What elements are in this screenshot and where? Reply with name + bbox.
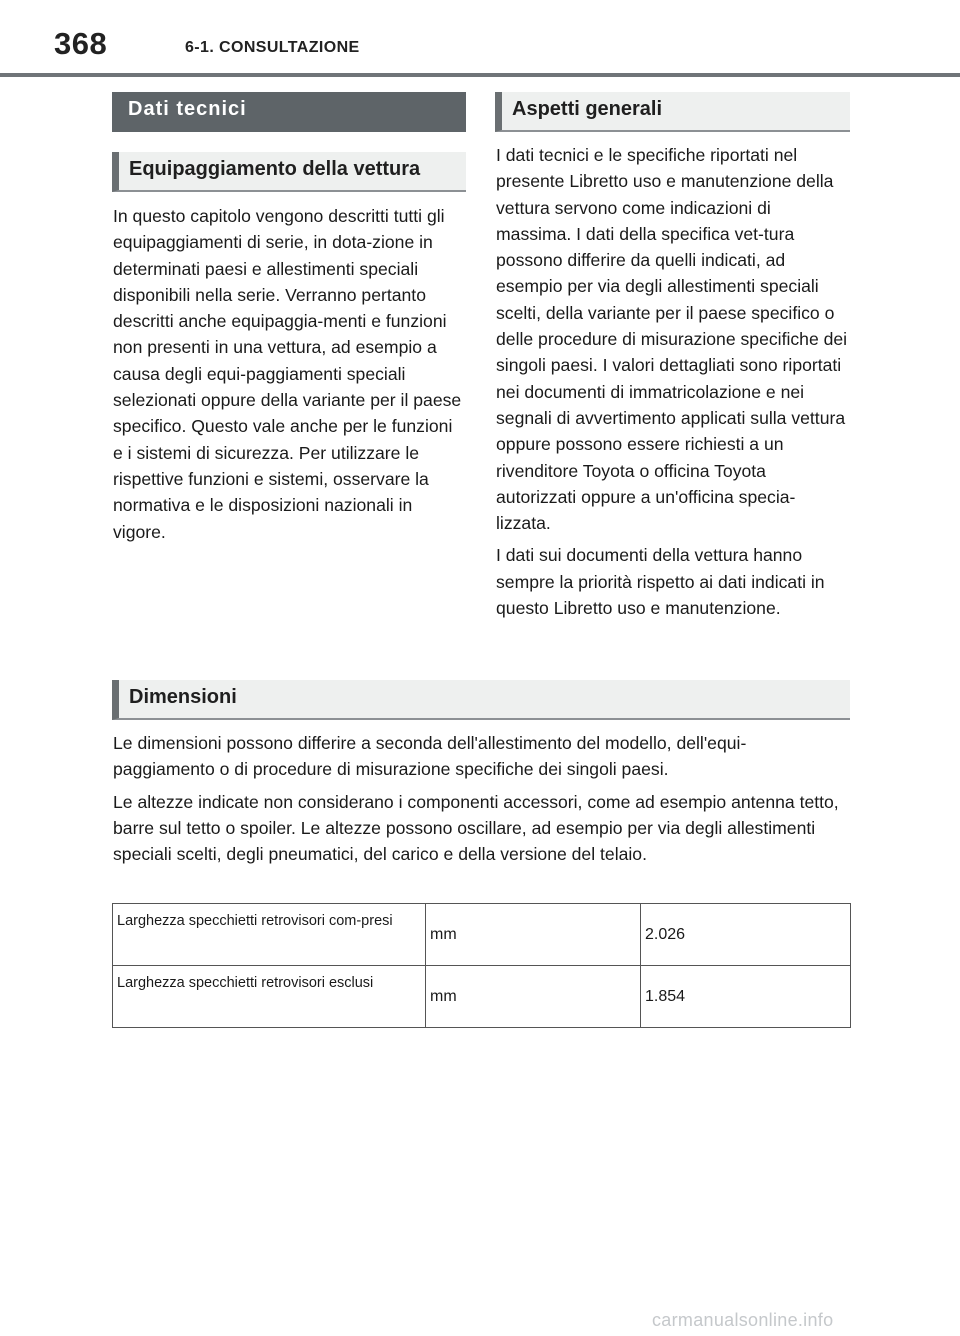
watermark: carmanualsonline.info: [652, 1310, 834, 1330]
section-body-equipaggiamento: [113, 203, 465, 551]
table-cell-label: Larghezza specchietti retrovisori esclusi: [113, 966, 426, 1028]
table-cell-unit: mm: [426, 904, 641, 966]
section-heading-dimensioni: Dimensioni: [112, 680, 850, 720]
chapter-title: 6-1. CONSULTAZIONE: [185, 39, 360, 56]
header-divider: [0, 73, 960, 77]
section-body-aspetti: [496, 142, 848, 627]
table-row: [113, 904, 851, 966]
table-cell-unit: mm: [426, 966, 641, 1028]
dimensions-table: [112, 903, 851, 1028]
table-cell-value: 2.026: [641, 904, 851, 966]
section-heading-equipaggiamento: Equipaggiamento della vettura: [112, 152, 466, 192]
table-cell-label: Larghezza specchietti retrovisori com-presi: [113, 904, 426, 966]
page-number: 368: [54, 26, 108, 61]
section-heading-aspetti: Aspetti generali: [495, 92, 850, 132]
paragraph: I dati sui documenti della vettura hanno sempre la priorità rispetto ai dati indicati in questo Libretto uso e manutenzione.: [496, 545, 825, 619]
paragraph: Le altezze indicate non considerano i componenti accessori, come ad esempio antenna tetto, barre sul tetto o spoiler. Le altezze possono oscillare, ad esempio per via degli allestimenti speciali scelti, degli pneumatici, del carico e della versione del telaio.: [113, 791, 839, 865]
paragraph: I dati tecnici e le specifiche riportati nel presente Libretto uso e manutenzione della vettura servono come indicazioni di massima. I dati della specifica vet-tura possono differire da quelli indicati, ad esempio per via degli allestimenti speciali scelti, della variante per il paese specifico o delle procedure di misurazione specifiche dei singoli paesi. I valori dettagliati sono riportati nei documenti di immatricolazione e nei segnali di avvertimento applicati sulla vettura oppure possono essere richiesti a un rivenditore Toyota o officina Toyota autorizzati oppure a un'officina specia-lizzata.: [496, 145, 848, 534]
section-body-dimensioni: [113, 730, 848, 873]
main-heading: Dati tecnici: [112, 92, 466, 132]
table-row: [113, 966, 851, 1028]
paragraph: Le dimensioni possono differire a seconda dell'allestimento del modello, dell'equi-paggiamento o di procedure di misurazione specifiche dei singoli paesi.: [113, 733, 747, 780]
table-cell-value: 1.854: [641, 966, 851, 1028]
paragraph: In questo capitolo vengono descritti tutti gli equipaggiamenti di serie, in dota-zione in determinati paesi e allestimenti speciali disponibili nella serie. Verranno pertanto descritti anche equipaggia-menti e funzioni non presenti in una vettura, ad esempio a causa degli equi-paggiamenti speciali selezionati oppure della variante per il paese specifico. Questo vale anche per le funzioni e i sistemi di sicurezza. Per utilizzare le rispettive funzioni e sistemi, osservare la normativa e le disposizioni nazionali in vigore.: [113, 206, 462, 542]
